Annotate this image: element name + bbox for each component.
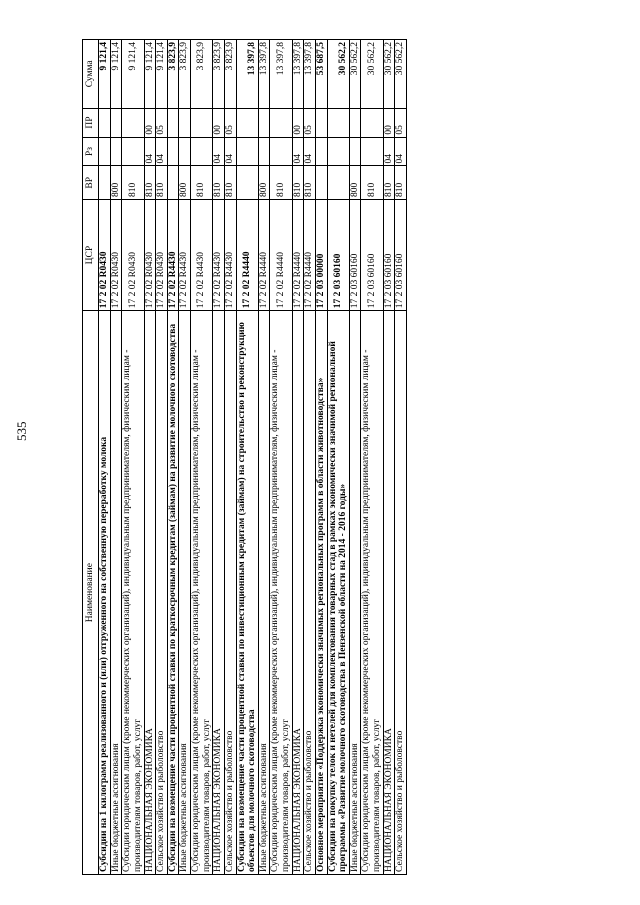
cell-sum: 3 823,9 xyxy=(191,40,213,109)
cell-sum: 9 121,4 xyxy=(122,40,144,109)
header-rz: Рз xyxy=(83,137,99,166)
cell-name: Субсидии на возмещение части процентной ставки по инвестиционным кредитам (займам) на строительство и реконструкцию объектов для молочного скотоводства xyxy=(236,311,258,875)
cell-csr: 17 2 02 R0430 xyxy=(99,200,111,311)
cell-csr: 17 2 03 60160 xyxy=(395,200,407,311)
cell-sum: 3 823,9 xyxy=(224,40,236,109)
cell-csr: 17 2 02 R4440 xyxy=(236,200,258,311)
cell-sum: 30 562,2 xyxy=(395,40,407,109)
cell-name: Иные бюджетные ассигнования xyxy=(258,311,270,875)
cell-sum: 13 397,8 xyxy=(270,40,292,109)
cell-csr: 17 2 02 R4440 xyxy=(258,200,270,311)
cell-name: Иные бюджетные ассигнования xyxy=(110,311,122,875)
cell-rz xyxy=(327,137,349,166)
cell-name: Субсидии юридическим лицам (кроме некоммерческих организаций), индивидуальным предпринимателям, физическим лицам - производителям товаров, работ, услуг xyxy=(270,311,292,875)
cell-rz xyxy=(258,137,270,166)
table-row xyxy=(144,40,156,875)
budget-table xyxy=(82,39,407,875)
cell-name: Субсидии юридическим лицам (кроме некоммерческих организаций), индивидуальным предпринимателям, физическим лицам - производителям товаров, работ, услуг xyxy=(122,311,144,875)
cell-name: Субсидии на 1 килограмм реализованного и (или) отгруженного на собственную переработку молока xyxy=(99,311,111,875)
cell-sum: 53 687,5 xyxy=(315,40,327,109)
cell-rz xyxy=(315,137,327,166)
cell-vr xyxy=(327,166,349,200)
cell-pr xyxy=(110,108,122,137)
cell-csr: 17 2 03 60160 xyxy=(327,200,349,311)
table-row xyxy=(167,40,179,875)
cell-rz xyxy=(349,137,361,166)
header-vr: ВР xyxy=(83,166,99,200)
cell-name: НАЦИОНАЛЬНАЯ ЭКОНОМИКА xyxy=(383,311,395,875)
cell-pr xyxy=(236,108,258,137)
cell-name: НАЦИОНАЛЬНАЯ ЭКОНОМИКА xyxy=(213,311,225,875)
cell-vr: 800 xyxy=(258,166,270,200)
cell-vr: 810 xyxy=(395,166,407,200)
cell-csr: 17 2 02 R4440 xyxy=(304,200,316,311)
cell-name: Субсидии на покупку телок и нетелей для комплектования товарных стад в рамках экономически значимой региональной программы «Развитие молочного скотоводства в Пензенской области на 2014 - 2016 годы» xyxy=(327,311,349,875)
cell-csr: 17 2 03 60160 xyxy=(361,200,383,311)
cell-pr: 05 xyxy=(304,108,316,137)
cell-name: Сельское хозяйство и рыболовство xyxy=(395,311,407,875)
cell-sum: 9 121,4 xyxy=(156,40,168,109)
table-row xyxy=(99,40,111,875)
cell-pr xyxy=(315,108,327,137)
cell-pr: 00 xyxy=(292,108,304,137)
cell-vr: 800 xyxy=(349,166,361,200)
cell-csr: 17 2 03 00000 xyxy=(315,200,327,311)
table-row xyxy=(110,40,122,875)
cell-name: Сельское хозяйство и рыболовство xyxy=(224,311,236,875)
cell-sum: 30 562,2 xyxy=(361,40,383,109)
table-row xyxy=(236,40,258,875)
table-row xyxy=(270,40,292,875)
cell-rz xyxy=(122,137,144,166)
cell-pr: 05 xyxy=(224,108,236,137)
table-row xyxy=(395,40,407,875)
page-number: 535 xyxy=(14,421,29,441)
cell-vr: 810 xyxy=(304,166,316,200)
cell-csr: 17 2 02 R4440 xyxy=(270,200,292,311)
cell-rz: 04 xyxy=(224,137,236,166)
cell-sum: 9 121,4 xyxy=(110,40,122,109)
cell-pr: 00 xyxy=(383,108,395,137)
cell-rz xyxy=(361,137,383,166)
table-header-row xyxy=(83,40,99,875)
table-row xyxy=(383,40,395,875)
cell-vr xyxy=(236,166,258,200)
cell-sum: 13 397,8 xyxy=(292,40,304,109)
cell-name: Сельское хозяйство и рыболовство xyxy=(156,311,168,875)
cell-pr: 05 xyxy=(395,108,407,137)
cell-pr xyxy=(191,108,213,137)
cell-csr: 17 2 03 60160 xyxy=(349,200,361,311)
cell-rz xyxy=(110,137,122,166)
table-row xyxy=(213,40,225,875)
cell-name: Иные бюджетные ассигнования xyxy=(349,311,361,875)
cell-pr xyxy=(327,108,349,137)
cell-pr xyxy=(167,108,179,137)
cell-name: Субсидии на возмещение части процентной ставки по краткосрочным кредитам (займам) на развитие молочного скотоводства xyxy=(167,311,179,875)
cell-vr: 810 xyxy=(144,166,156,200)
cell-sum: 9 121,4 xyxy=(144,40,156,109)
table-row xyxy=(224,40,236,875)
cell-sum: 3 823,9 xyxy=(179,40,191,109)
cell-pr xyxy=(361,108,383,137)
cell-vr xyxy=(315,166,327,200)
cell-vr: 810 xyxy=(270,166,292,200)
header-csr: ЦСР xyxy=(83,200,99,311)
cell-name: НАЦИОНАЛЬНАЯ ЭКОНОМИКА xyxy=(144,311,156,875)
table-row xyxy=(349,40,361,875)
cell-pr xyxy=(270,108,292,137)
cell-csr: 17 2 02 R0430 xyxy=(110,200,122,311)
cell-vr: 810 xyxy=(213,166,225,200)
table-row xyxy=(179,40,191,875)
header-sum: Сумма xyxy=(83,40,99,109)
cell-sum: 13 397,8 xyxy=(236,40,258,109)
header-name: Наименование xyxy=(83,311,99,875)
cell-name: Субсидии юридическим лицам (кроме некоммерческих организаций), индивидуальным предпринимателям, физическим лицам - производителям товаров, работ, услуг xyxy=(191,311,213,875)
cell-csr: 17 2 02 R0430 xyxy=(122,200,144,311)
table-row xyxy=(122,40,144,875)
table-row xyxy=(191,40,213,875)
rotated-page-content xyxy=(82,39,570,875)
cell-rz: 04 xyxy=(383,137,395,166)
cell-name: Сельское хозяйство и рыболовство xyxy=(304,311,316,875)
cell-vr: 810 xyxy=(191,166,213,200)
cell-vr: 810 xyxy=(122,166,144,200)
cell-vr: 810 xyxy=(361,166,383,200)
cell-sum: 9 121,4 xyxy=(99,40,111,109)
cell-rz: 04 xyxy=(156,137,168,166)
cell-rz xyxy=(191,137,213,166)
cell-sum: 30 562,2 xyxy=(383,40,395,109)
cell-csr: 17 2 02 R4430 xyxy=(167,200,179,311)
cell-vr: 810 xyxy=(383,166,395,200)
cell-csr: 17 2 03 60160 xyxy=(383,200,395,311)
cell-pr: 05 xyxy=(156,108,168,137)
cell-name: Основное мероприятие «Поддержка экономически значимых региональных программ в области животноводства» xyxy=(315,311,327,875)
cell-rz xyxy=(167,137,179,166)
cell-vr xyxy=(167,166,179,200)
cell-vr: 810 xyxy=(224,166,236,200)
cell-rz: 04 xyxy=(304,137,316,166)
cell-sum: 30 562,2 xyxy=(327,40,349,109)
table-row xyxy=(156,40,168,875)
cell-name: Иные бюджетные ассигнования xyxy=(179,311,191,875)
cell-pr xyxy=(258,108,270,137)
cell-name: Субсидии юридическим лицам (кроме некоммерческих организаций), индивидуальным предпринимателям, физическим лицам - производителям товаров, работ, услуг xyxy=(361,311,383,875)
cell-pr xyxy=(122,108,144,137)
cell-pr xyxy=(349,108,361,137)
table-row xyxy=(304,40,316,875)
cell-rz: 04 xyxy=(213,137,225,166)
cell-csr: 17 2 02 R0430 xyxy=(156,200,168,311)
cell-csr: 17 2 02 R4430 xyxy=(213,200,225,311)
cell-name: НАЦИОНАЛЬНАЯ ЭКОНОМИКА xyxy=(292,311,304,875)
cell-vr: 810 xyxy=(156,166,168,200)
cell-csr: 17 2 02 R4430 xyxy=(179,200,191,311)
cell-rz xyxy=(236,137,258,166)
cell-pr xyxy=(99,108,111,137)
cell-csr: 17 2 02 R4440 xyxy=(292,200,304,311)
cell-vr xyxy=(99,166,111,200)
cell-sum: 30 562,2 xyxy=(349,40,361,109)
cell-sum: 3 823,9 xyxy=(167,40,179,109)
cell-rz: 04 xyxy=(144,137,156,166)
cell-sum: 13 397,8 xyxy=(304,40,316,109)
table-row xyxy=(292,40,304,875)
cell-sum: 3 823,9 xyxy=(213,40,225,109)
cell-pr xyxy=(179,108,191,137)
table-row xyxy=(327,40,349,875)
table-row xyxy=(258,40,270,875)
cell-vr: 800 xyxy=(179,166,191,200)
cell-csr: 17 2 02 R4430 xyxy=(191,200,213,311)
cell-pr: 00 xyxy=(213,108,225,137)
cell-rz xyxy=(99,137,111,166)
cell-rz xyxy=(270,137,292,166)
cell-sum: 13 397,8 xyxy=(258,40,270,109)
cell-pr: 00 xyxy=(144,108,156,137)
table-body xyxy=(99,40,407,875)
cell-vr: 810 xyxy=(292,166,304,200)
header-pr: ПР xyxy=(83,108,99,137)
cell-csr: 17 2 02 R0430 xyxy=(144,200,156,311)
cell-csr: 17 2 02 R4430 xyxy=(224,200,236,311)
cell-rz: 04 xyxy=(395,137,407,166)
table-row xyxy=(315,40,327,875)
table-row xyxy=(361,40,383,875)
cell-vr: 800 xyxy=(110,166,122,200)
cell-rz: 04 xyxy=(292,137,304,166)
cell-rz xyxy=(179,137,191,166)
